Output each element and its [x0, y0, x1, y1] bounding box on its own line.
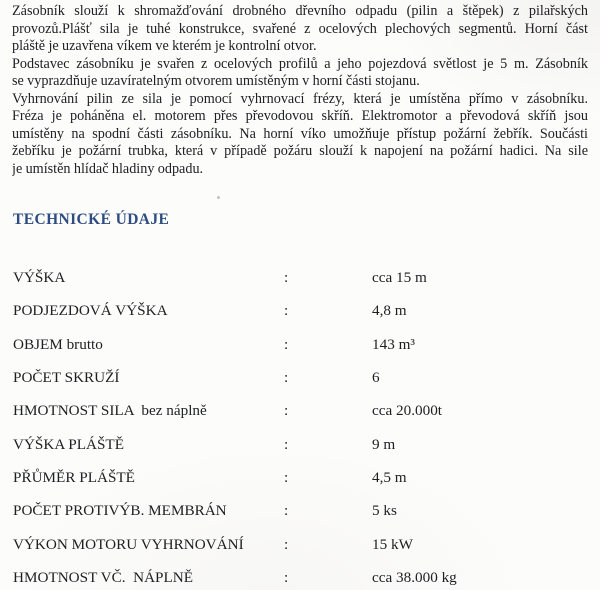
spec-row	[0, 298, 600, 331]
spec-separator: :	[284, 535, 289, 553]
spec-row	[0, 398, 600, 431]
spec-value: 143 m³	[372, 335, 415, 353]
spec-separator: :	[284, 402, 289, 420]
spec-label: VÝŠKA PLÁŠTĚ	[13, 435, 124, 453]
spec-value: 15 kW	[372, 535, 413, 553]
spec-label: PODJEZDOVÁ VÝŠKA	[13, 302, 168, 320]
document-text-line: Fréza je poháněna el. motorem přes převodovou skříň. Elektromotor a převodová skříň jsou	[12, 108, 588, 125]
document-text-line: Vyhrnování pilin ze sila je pomocí vyhrnovací frézy, která je umístěna přímo v zásobníku.	[12, 90, 588, 107]
spec-label: HMOTNOST SILA bez náplně	[13, 402, 207, 420]
document-text-line: Podstavec zásobníku je svařen z ocelových profilů a jeho pojezdová světlost je 5 m. Zásobník	[12, 55, 588, 72]
spec-separator: :	[284, 569, 289, 587]
document-text-line: se vyprazdňuje uzavíratelným otvorem umístěným v horní části stojanu.	[12, 73, 420, 90]
spec-row	[0, 465, 600, 498]
spec-value: 4,5 m	[372, 469, 407, 487]
spec-label: VÝŠKA	[13, 269, 66, 286]
spec-value: 5 ks	[372, 502, 397, 520]
spec-value: cca 38.000 kg	[372, 569, 457, 587]
scan-artifact-dot	[217, 196, 220, 199]
spec-value: 4,8 m	[372, 302, 407, 320]
technical-data-table	[0, 265, 600, 590]
spec-label: POČET PROTIVÝB. MEMBRÁN	[13, 502, 227, 520]
spec-label: VÝKON MOTORU VYHRNOVÁNÍ	[13, 535, 244, 553]
spec-label: OBJEM brutto	[13, 335, 103, 353]
document-text-line: provozů.Plášť sila je tuhé konstrukce, svařené z ocelových plechových segmentů. Horní část	[12, 20, 588, 37]
spec-row	[0, 332, 600, 365]
document-text-line: umístěny na spodní části zásobníku. Na horní víko umožňuje přístup požární žebřík. Součásti	[12, 125, 588, 142]
spec-value: cca 15 m	[372, 269, 427, 286]
spec-separator: :	[284, 335, 289, 353]
spec-value: 9 m	[372, 435, 396, 453]
document-text-line: pláště je uzavřena víkem ve kterém je kontrolní otvor.	[12, 38, 317, 55]
document-text-line: Zásobník slouží k shromažďování drobného dřevního odpadu (pilin a štěpek) z pilařských	[12, 3, 588, 19]
spec-separator: :	[284, 369, 289, 387]
spec-row	[0, 432, 600, 465]
spec-label: PŘŮMĚR PLÁŠTĚ	[13, 469, 135, 487]
spec-separator: :	[284, 269, 289, 286]
spec-separator: :	[284, 435, 289, 453]
spec-separator: :	[284, 302, 289, 320]
intro-paragraphs	[12, 3, 588, 178]
spec-separator: :	[284, 502, 289, 520]
spec-row	[0, 565, 600, 590]
spec-separator: :	[284, 469, 289, 487]
spec-row	[0, 532, 600, 565]
section-heading-technical-data: TECHNICKÉ ÚDAJE	[13, 211, 170, 228]
document-text-line: je umístěn hlídač hladiny odpadu.	[12, 160, 204, 177]
spec-row	[0, 265, 600, 298]
spec-value: cca 20.000t	[372, 402, 443, 420]
document-text-line: žebříku je požární trubka, která v případě požáru slouží k napojení na požární hadici. Na sile	[12, 143, 588, 160]
spec-row	[0, 365, 600, 398]
spec-row	[0, 498, 600, 531]
spec-label: HMOTNOST VČ. NÁPLNĚ	[13, 569, 194, 587]
spec-label: POČET SKRUŽÍ	[13, 369, 120, 387]
spec-value: 6	[372, 369, 380, 387]
